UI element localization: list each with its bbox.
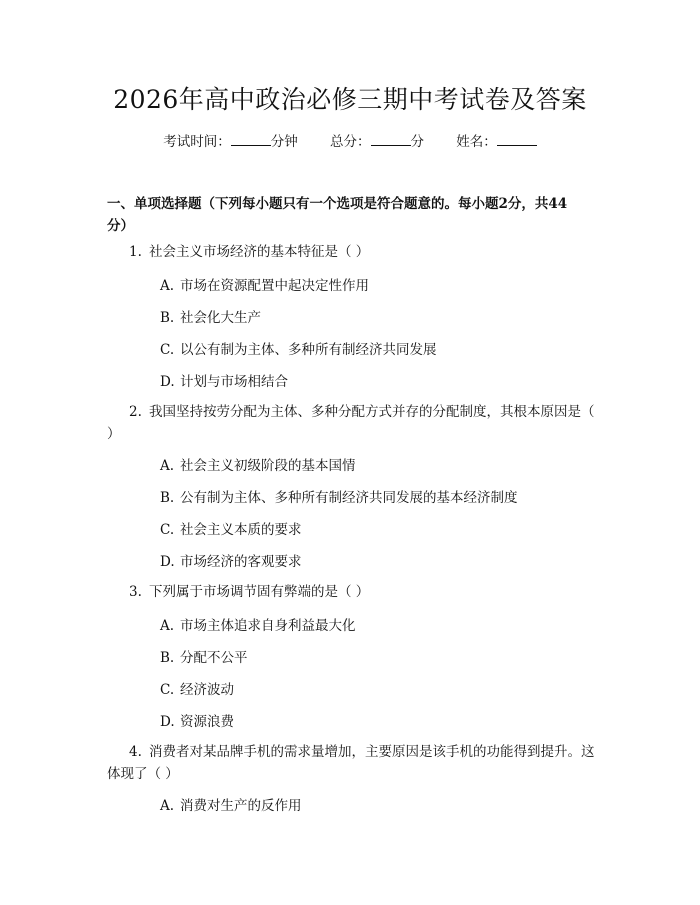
exam-meta-line (0, 133, 700, 151)
option-letter: B. (160, 310, 175, 326)
option-letter: D. (160, 554, 175, 570)
time-label: 考试时间： (163, 134, 231, 150)
total-score-field (330, 134, 424, 150)
question-number: 1. (129, 244, 142, 260)
option-1b (160, 309, 261, 327)
option-4a (160, 797, 302, 815)
option-text: 经济波动 (180, 682, 234, 698)
option-3b (160, 649, 248, 667)
option-text: 分配不公平 (180, 650, 248, 666)
option-2b (160, 489, 518, 507)
option-text: 消费对生产的反作用 (180, 798, 302, 814)
section-heading: 一、单项选择题（下列每小题只有一个选项是符合题意的。每小题2分，共44分） (107, 196, 568, 234)
question-number: 4. (129, 744, 142, 760)
page-title: 2026年高中政治必修三期中考试卷及答案 (113, 85, 587, 114)
option-letter: C. (160, 522, 175, 538)
option-letter: D. (160, 714, 175, 730)
option-3c (160, 681, 234, 699)
option-text: 社会化大生产 (180, 310, 261, 326)
option-letter: A. (160, 618, 175, 634)
question-stem: 我国坚持按劳分配为主体、多种分配方式并存的分配制度，其根本原因是（ ） (107, 404, 595, 442)
option-2d (160, 553, 302, 571)
name-field (456, 134, 537, 150)
option-2a (160, 457, 356, 475)
option-1c (160, 341, 437, 359)
option-letter: A. (160, 278, 175, 294)
option-1d (160, 373, 288, 391)
option-text: 市场主体追求自身利益最大化 (180, 618, 356, 634)
score-blank (371, 133, 411, 146)
name-blank (497, 133, 537, 146)
option-1a (160, 277, 369, 295)
question-stem: 社会主义市场经济的基本特征是（ ） (149, 244, 370, 260)
option-letter: B. (160, 490, 175, 506)
option-3d (160, 713, 234, 731)
option-letter: C. (160, 342, 175, 358)
score-label: 总分： (330, 134, 371, 150)
option-letter: D. (160, 374, 175, 390)
option-text: 市场在资源配置中起决定性作用 (180, 278, 369, 294)
option-letter: C. (160, 682, 175, 698)
question-4 (107, 741, 597, 785)
name-label: 姓名： (456, 134, 497, 150)
option-text: 社会主义初级阶段的基本国情 (180, 458, 356, 474)
option-text: 社会主义本质的要求 (180, 522, 302, 538)
time-unit: 分钟 (270, 134, 298, 150)
question-number: 2. (129, 404, 142, 420)
score-unit: 分 (410, 134, 424, 150)
question-number: 3. (129, 584, 142, 600)
time-blank (231, 133, 271, 146)
option-text: 以公有制为主体、多种所有制经济共同发展 (180, 342, 437, 358)
option-3a (160, 617, 356, 635)
question-stem: 下列属于市场调节固有弊端的是（ ） (149, 584, 370, 600)
option-letter: A. (160, 458, 175, 474)
question-2 (107, 401, 597, 445)
option-letter: A. (160, 798, 175, 814)
option-text: 计划与市场相结合 (180, 374, 288, 390)
question-stem: 消费者对某品牌手机的需求量增加，主要原因是该手机的功能得到提升。这体现了（ ） (107, 744, 595, 782)
option-text: 资源浪费 (180, 714, 234, 730)
option-text: 市场经济的客观要求 (180, 554, 302, 570)
option-letter: B. (160, 650, 175, 666)
exam-time-field (163, 134, 298, 150)
option-text: 公有制为主体、多种所有制经济共同发展的基本经济制度 (180, 490, 518, 506)
question-3 (107, 581, 597, 603)
question-1 (107, 241, 597, 263)
option-2c (160, 521, 302, 539)
